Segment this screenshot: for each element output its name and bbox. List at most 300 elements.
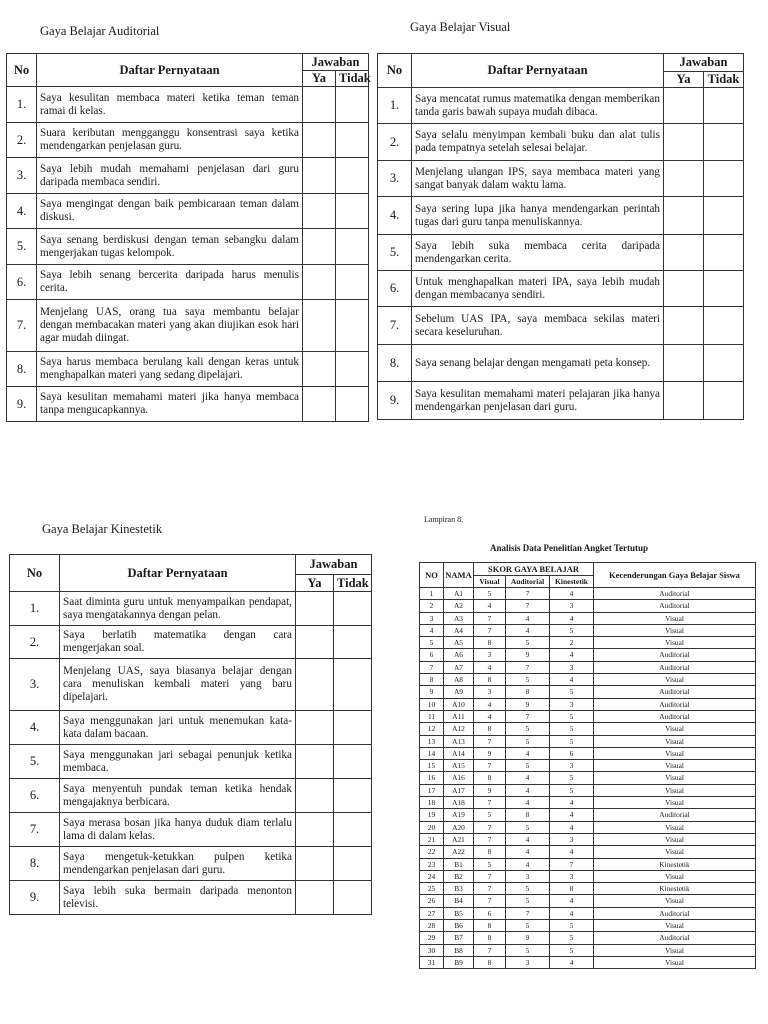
visual-score: 7 [474,883,506,895]
student-name: A14 [444,747,474,759]
analysis-title: Analisis Data Penelitian Angket Tertutup [490,543,649,553]
row-number: 2. [378,124,412,161]
row-number: 29 [420,932,444,944]
table-row [420,612,756,624]
answer-no-cell[interactable] [334,813,372,847]
tendency-label: Visual [594,944,756,956]
kinestetik-score: 5 [550,944,594,956]
auditorial-score: 4 [506,612,550,624]
answer-yes-cell[interactable] [664,88,704,124]
answer-no-cell[interactable] [336,123,369,158]
student-name: A2 [444,600,474,612]
tendency-label: Visual [594,723,756,735]
header-yes: Ya [303,71,336,87]
kinestetik-score: 7 [550,858,594,870]
row-number: 19 [420,809,444,821]
visual-score: 5 [474,858,506,870]
table-row [378,197,744,235]
answer-yes-cell[interactable] [303,87,336,123]
row-number: 2. [10,626,60,659]
header-auditorial: Auditorial [506,576,550,588]
answer-no-cell[interactable] [336,352,369,387]
auditorial-score: 5 [506,735,550,747]
kinestetik-score: 4 [550,649,594,661]
tendency-label: Visual [594,637,756,649]
answer-yes-cell[interactable] [296,847,334,881]
statement-text: Saya lebih senang bercerita daripada harus menulis cerita. [37,265,303,300]
statement-text: Saat diminta guru untuk menyampaikan pendapat, saya mengatakannya dengan pelan. [60,592,296,626]
kinestetik-score: 4 [550,612,594,624]
auditorial-score: 5 [506,637,550,649]
student-name: B3 [444,883,474,895]
answer-no-cell[interactable] [336,229,369,265]
table-row [420,944,756,956]
tendency-label: Auditorial [594,698,756,710]
table-row [420,600,756,612]
header-no-answer: Tidak [334,575,372,592]
auditorial-score: 5 [506,821,550,833]
row-number: 7. [378,307,412,345]
auditorial-score: 5 [506,895,550,907]
answer-yes-cell[interactable] [296,659,334,711]
row-number: 11 [420,710,444,722]
table-row [420,870,756,882]
row-number: 8. [7,352,37,387]
row-number: 30 [420,944,444,956]
kinestetik-questionnaire-table [9,554,372,915]
header-score: SKOR GAYA BELAJAR [474,563,594,576]
auditorial-score: 7 [506,907,550,919]
kinestetik-score: 3 [550,698,594,710]
row-number: 16 [420,772,444,784]
row-number: 17 [420,784,444,796]
row-number: 14 [420,747,444,759]
row-number: 7. [7,300,37,352]
kinestetik-score: 6 [550,747,594,759]
kinestetik-score: 5 [550,686,594,698]
answer-yes-cell[interactable] [303,300,336,352]
table-row [378,88,744,124]
kinestetik-score: 5 [550,932,594,944]
answer-no-cell[interactable] [336,158,369,194]
statement-text: Menjelang UAS, orang tua saya membantu belajar dengan membacakan materi yang akan diujikan esok hari agar mudah diingat. [37,300,303,352]
row-number: 3. [378,161,412,197]
student-name: B4 [444,895,474,907]
student-name: B7 [444,932,474,944]
visual-score: 7 [474,797,506,809]
tendency-label: Auditorial [594,600,756,612]
kinestetik-score: 4 [550,846,594,858]
visual-score: 8 [474,674,506,686]
student-name: A9 [444,686,474,698]
auditorial-score: 4 [506,797,550,809]
visual-score: 8 [474,723,506,735]
row-number: 21 [420,833,444,845]
auditorial-questionnaire-table [6,53,369,422]
statement-text: Saya menyentuh pundak teman ketika hendak mengajaknya berbicara. [60,779,296,813]
statement-text: Saya sering lupa jika hanya mendengarkan perintah tugas dari guru tanpa menuliskannya. [412,197,664,235]
table-row [420,760,756,772]
answer-yes-cell[interactable] [296,745,334,779]
header-no: No [378,54,412,88]
row-number: 25 [420,883,444,895]
answer-yes-cell[interactable] [664,271,704,307]
answer-no-cell[interactable] [334,626,372,659]
answer-no-cell[interactable] [704,88,744,124]
header-statement: Daftar Pernyataan [60,555,296,592]
student-name: A11 [444,710,474,722]
tendency-label: Visual [594,612,756,624]
table-row [420,833,756,845]
table-row [10,659,372,711]
answer-no-cell[interactable] [704,382,744,420]
auditorial-score: 4 [506,772,550,784]
table-row [10,592,372,626]
student-name: A3 [444,612,474,624]
auditorial-score: 7 [506,710,550,722]
auditorial-score: 3 [506,870,550,882]
visual-score: 4 [474,600,506,612]
tendency-label: Auditorial [594,932,756,944]
table-row [420,723,756,735]
tendency-label: Visual [594,920,756,932]
row-number: 9. [378,382,412,420]
answer-yes-cell[interactable] [303,265,336,300]
visual-title: Gaya Belajar Visual [410,20,511,34]
table-row [420,686,756,698]
row-number: 9. [10,881,60,915]
visual-score: 4 [474,710,506,722]
row-number: 20 [420,821,444,833]
tendency-label: Visual [594,674,756,686]
student-name: A12 [444,723,474,735]
statement-text: Saya menggunakan jari untuk menemukan kata-kata dalam bacaan. [60,711,296,745]
tendency-label: Auditorial [594,809,756,821]
student-name: A21 [444,833,474,845]
visual-score: 7 [474,612,506,624]
row-number: 13 [420,735,444,747]
table-row [420,907,756,919]
visual-score: 7 [474,944,506,956]
auditorial-score: 4 [506,784,550,796]
answer-yes-cell[interactable] [296,592,334,626]
table-row [378,235,744,271]
table-row [10,711,372,745]
row-number: 18 [420,797,444,809]
row-number: 10 [420,698,444,710]
student-name: B2 [444,870,474,882]
visual-score: 8 [474,956,506,968]
visual-score: 8 [474,920,506,932]
header-no: No [7,54,37,87]
answer-no-cell[interactable] [704,161,744,197]
tendency-label: Auditorial [594,686,756,698]
kinestetik-score: 8 [550,883,594,895]
auditorial-score: 8 [506,809,550,821]
table-row [420,747,756,759]
table-row [7,158,369,194]
tendency-label: Kinestetik [594,858,756,870]
answer-no-cell[interactable] [704,124,744,161]
table-row [378,124,744,161]
student-name: A6 [444,649,474,661]
visual-score: 5 [474,588,506,600]
answer-yes-cell[interactable] [664,161,704,197]
visual-score: 7 [474,760,506,772]
statement-text: Saya lebih mudah memahami penjelasan dari guru daripada membaca sendiri. [37,158,303,194]
table-row [10,881,372,915]
answer-yes-cell[interactable] [303,352,336,387]
kinestetik-score: 4 [550,895,594,907]
tendency-label: Visual [594,784,756,796]
kinestetik-score: 5 [550,723,594,735]
student-name: B5 [444,907,474,919]
kinestetik-score: 4 [550,809,594,821]
kinestetik-score: 4 [550,821,594,833]
kinestetik-score: 4 [550,797,594,809]
tendency-label: Visual [594,735,756,747]
kinestetik-score: 5 [550,624,594,636]
answer-yes-cell[interactable] [664,307,704,345]
kinestetik-score: 4 [550,588,594,600]
statement-text: Sebelum UAS IPA, saya membaca sekilas materi secara keseluruhan. [412,307,664,345]
auditorial-title: Gaya Belajar Auditorial [40,24,160,38]
auditorial-score: 5 [506,760,550,772]
tendency-label: Visual [594,870,756,882]
answer-yes-cell[interactable] [664,382,704,420]
answer-no-cell[interactable] [704,345,744,382]
appendix-label: Lampiran 8. [424,515,464,524]
answer-yes-cell[interactable] [303,387,336,422]
auditorial-score: 3 [506,956,550,968]
student-name: B6 [444,920,474,932]
auditorial-score: 8 [506,686,550,698]
table-row [420,735,756,747]
student-name: A20 [444,821,474,833]
row-number: 28 [420,920,444,932]
statement-text: Menjelang ulangan IPS, saya membaca materi yang sangat banyak dalam waktu lama. [412,161,664,197]
tendency-label: Visual [594,772,756,784]
table-row [7,387,369,422]
row-number: 24 [420,870,444,882]
row-number: 2 [420,600,444,612]
visual-questionnaire-table [377,53,744,420]
auditorial-score: 4 [506,846,550,858]
answer-yes-cell[interactable] [296,626,334,659]
statement-text: Saya senang berdiskusi dengan teman sebangku dalam mengerjakan tugas kelompok. [37,229,303,265]
statement-text: Saya harus membaca berulang kali dengan keras untuk menghapalkan materi yang sedang dipelajari. [37,352,303,387]
tendency-label: Visual [594,797,756,809]
student-name: A7 [444,661,474,673]
auditorial-score: 7 [506,588,550,600]
statement-text: Saya kesulitan memahami materi jika hanya membaca tanpa mengucapkannya. [37,387,303,422]
visual-score: 8 [474,772,506,784]
answer-no-cell[interactable] [704,235,744,271]
header-no-answer: Tidak [704,72,744,88]
table-row [420,858,756,870]
answer-no-cell[interactable] [334,659,372,711]
table-row [10,847,372,881]
kinestetik-score: 3 [550,600,594,612]
visual-score: 6 [474,907,506,919]
visual-score: 4 [474,661,506,673]
table-row [420,895,756,907]
table-row [420,772,756,784]
auditorial-score: 5 [506,674,550,686]
answer-yes-cell[interactable] [296,881,334,915]
visual-score: 7 [474,895,506,907]
table-row [420,920,756,932]
kinestetik-score: 5 [550,772,594,784]
visual-score: 8 [474,637,506,649]
statement-text: Saya lebih suka membaca cerita daripada mendengarkan cerita. [412,235,664,271]
student-name: A15 [444,760,474,772]
table-row [378,271,744,307]
answer-no-cell[interactable] [336,87,369,123]
auditorial-score: 4 [506,624,550,636]
row-number: 3. [7,158,37,194]
kinestetik-score: 5 [550,735,594,747]
table-row [420,846,756,858]
statement-text: Saya menggunakan jari sebagai penunjuk ketika membaca. [60,745,296,779]
header-no: No [10,555,60,592]
row-number: 4. [7,194,37,229]
kinestetik-score: 2 [550,637,594,649]
answer-no-cell[interactable] [336,194,369,229]
tendency-label: Visual [594,846,756,858]
table-row [420,674,756,686]
table-row [420,784,756,796]
visual-score: 4 [474,698,506,710]
header-yes: Ya [296,575,334,592]
table-row [420,797,756,809]
table-row [420,883,756,895]
answer-no-cell[interactable] [336,265,369,300]
table-row [378,345,744,382]
statement-text: Saya mencatat rumus matematika dengan memberikan tanda garis bawah supaya mudah dibaca. [412,88,664,124]
tendency-label: Visual [594,895,756,907]
answer-no-cell[interactable] [704,197,744,235]
answer-yes-cell[interactable] [303,158,336,194]
row-number: 8 [420,674,444,686]
table-row [378,161,744,197]
answer-yes-cell[interactable] [303,194,336,229]
tendency-label: Auditorial [594,661,756,673]
answer-no-cell[interactable] [336,387,369,422]
header-answer: Jawaban [664,54,744,72]
row-number: 2. [7,123,37,158]
student-name: A5 [444,637,474,649]
row-number: 3 [420,612,444,624]
answer-yes-cell[interactable] [664,345,704,382]
student-name: A22 [444,846,474,858]
visual-score: 7 [474,833,506,845]
answer-no-cell[interactable] [334,847,372,881]
table-row [10,745,372,779]
header-tendency: Kecenderungan Gaya Belajar Siswa [594,563,756,588]
row-number: 1. [7,87,37,123]
kinestetik-score: 3 [550,661,594,673]
tendency-label: Visual [594,956,756,968]
table-row [420,956,756,968]
table-row [7,352,369,387]
header-visual: Visual [474,576,506,588]
answer-no-cell[interactable] [704,271,744,307]
answer-no-cell[interactable] [334,779,372,813]
statement-text: Saya kesulitan membaca materi ketika teman teman ramai di kelas. [37,87,303,123]
answer-yes-cell[interactable] [296,711,334,745]
answer-yes-cell[interactable] [664,197,704,235]
answer-no-cell[interactable] [334,592,372,626]
row-number: 5. [7,229,37,265]
header-answer: Jawaban [296,555,372,575]
answer-no-cell[interactable] [704,307,744,345]
kinestetik-title: Gaya Belajar Kinestetik [42,522,163,536]
statement-text: Saya berlatih matematika dengan cara mengerjakan soal. [60,626,296,659]
kinestetik-score: 3 [550,833,594,845]
row-number: 3. [10,659,60,711]
header-yes: Ya [664,72,704,88]
tendency-label: Visual [594,624,756,636]
analysis-table [419,562,756,969]
answer-yes-cell[interactable] [296,779,334,813]
statement-text: Saya kesulitan memahami materi pelajaran jika hanya mendengarkan penjelasan dari guru. [412,382,664,420]
row-number: 4 [420,624,444,636]
visual-score: 5 [474,809,506,821]
statement-text: Saya mengetuk-ketukkan pulpen ketika mendengarkan penjelasan dari guru. [60,847,296,881]
kinestetik-score: 4 [550,907,594,919]
visual-score: 9 [474,747,506,759]
statement-text: Saya merasa bosan jika hanya duduk diam terlalu lama di dalam kelas. [60,813,296,847]
statement-text: Suara keributan mengganggu konsentrasi saya ketika mendengarkan penjelasan guru. [37,123,303,158]
answer-yes-cell[interactable] [664,235,704,271]
answer-no-cell[interactable] [334,745,372,779]
answer-no-cell[interactable] [336,300,369,352]
kinestetik-score: 4 [550,956,594,968]
row-number: 27 [420,907,444,919]
header-statement: Daftar Pernyataan [37,54,303,87]
row-number: 7. [10,813,60,847]
table-row [7,300,369,352]
table-row [420,661,756,673]
table-row [378,382,744,420]
table-row [420,821,756,833]
table-row [7,123,369,158]
auditorial-score: 9 [506,932,550,944]
row-number: 6 [420,649,444,661]
answer-no-cell[interactable] [334,711,372,745]
answer-yes-cell[interactable] [303,229,336,265]
row-number: 4. [10,711,60,745]
auditorial-score: 9 [506,649,550,661]
row-number: 23 [420,858,444,870]
tendency-label: Visual [594,760,756,772]
tendency-label: Auditorial [594,649,756,661]
auditorial-score: 5 [506,723,550,735]
tendency-label: Auditorial [594,710,756,722]
answer-yes-cell[interactable] [303,123,336,158]
table-row [378,307,744,345]
answer-yes-cell[interactable] [664,124,704,161]
answer-yes-cell[interactable] [296,813,334,847]
table-row [7,194,369,229]
answer-no-cell[interactable] [334,881,372,915]
auditorial-score: 4 [506,833,550,845]
visual-score: 8 [474,932,506,944]
auditorial-score: 7 [506,661,550,673]
header-name: NAMA [444,563,474,588]
visual-score: 7 [474,624,506,636]
